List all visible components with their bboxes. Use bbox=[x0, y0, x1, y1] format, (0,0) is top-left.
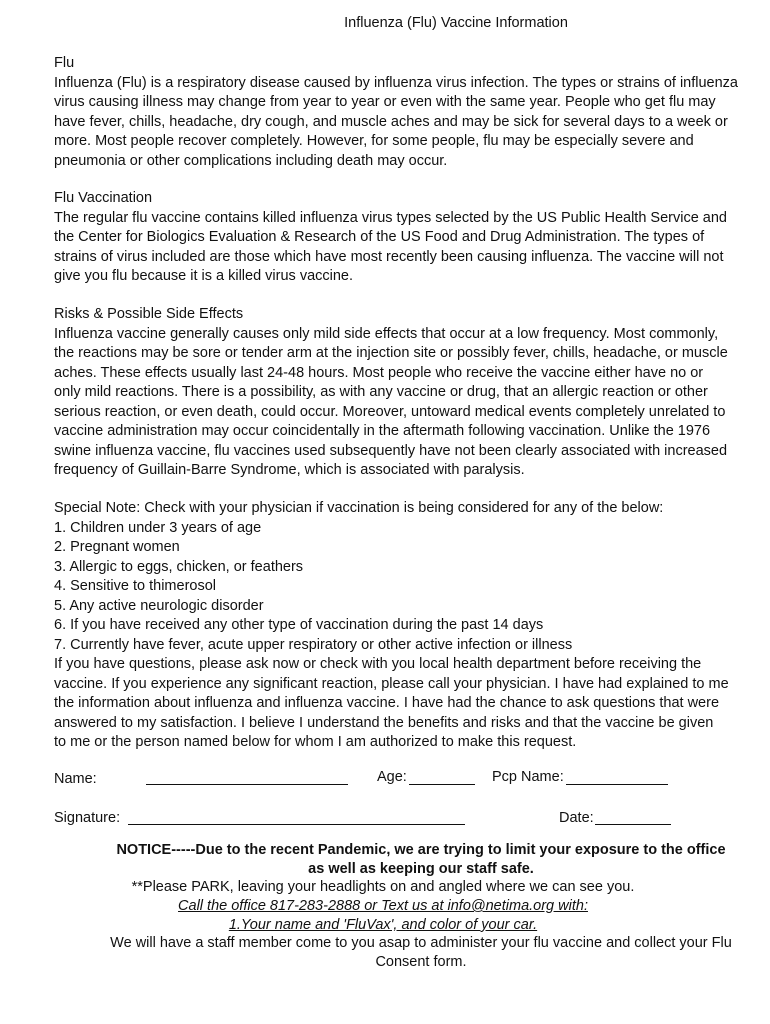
signature-row bbox=[54, 809, 770, 831]
signature-field[interactable] bbox=[128, 810, 465, 825]
consent-line: If you have questions, please ask now or check with you local health department before receiving the bbox=[54, 656, 702, 672]
flu-heading: Flu bbox=[54, 55, 75, 71]
flu-line: virus causing illness may change from year to year or even with the same year. People who get flu may bbox=[54, 94, 716, 110]
flu-line: Influenza (Flu) is a respiratory disease caused by influenza virus infection. The types or strains of influenza bbox=[54, 74, 738, 91]
special-note-item: 3. Allergic to eggs, chicken, or feathers bbox=[54, 558, 304, 575]
date-label: Date: bbox=[559, 810, 594, 826]
risks-line: only mild reactions. There is a possibility, as with any vaccine or drug, that an allergic reaction or other bbox=[54, 384, 708, 400]
notice-instructions bbox=[0, 878, 768, 935]
risks-line: vaccine administration may occur coincidentally in the aftermath following vaccination. Unlike the 1976 bbox=[54, 423, 711, 439]
risks-section bbox=[54, 305, 770, 481]
risks-line: Influenza vaccine generally causes only mild side effects that occur at a low frequency. Most commonly, bbox=[54, 325, 719, 342]
flu-line: pneumonia or other complications including death may occur. bbox=[54, 152, 448, 169]
flu-section bbox=[54, 54, 770, 171]
vaccination-line: give you flu because it is a killed virus vaccine. bbox=[54, 268, 354, 284]
notice-line: NOTICE-----Due to the recent Pandemic, we are trying to limit your exposure to the office bbox=[116, 842, 726, 858]
name-age-row bbox=[54, 770, 770, 792]
notice-line: as well as keeping our staff safe. bbox=[308, 861, 534, 877]
special-note-item: 6. If you have received any other type of vaccination during the past 14 days bbox=[54, 617, 544, 633]
special-note-item: 1. Children under 3 years of age bbox=[54, 519, 262, 536]
age-label: Age: bbox=[377, 769, 407, 785]
consent-line: vaccine. If you experience any significant reaction, please call your physician. I have had explained to me bbox=[54, 675, 729, 692]
special-note-item: 2. Pregnant women bbox=[54, 539, 180, 555]
vaccination-line: The regular flu vaccine contains killed influenza virus types selected by the US Public Health Service and bbox=[54, 209, 727, 226]
name-label: Name: bbox=[54, 771, 97, 787]
notice-closing bbox=[36, 934, 770, 972]
risks-line: swine influenza vaccine, flu vaccines used subsequently have not been clearly associated with increased bbox=[54, 442, 728, 459]
consent-line: the information about influenza and influenza vaccine. I have had the chance to ask questions that were bbox=[54, 695, 720, 711]
vaccination-heading: Flu Vaccination bbox=[54, 190, 153, 206]
flu-line: more. Most people recover completely. However, for some people, flu may be especially severe and bbox=[54, 133, 694, 149]
pcp-name-field[interactable] bbox=[566, 770, 668, 785]
consent-line: to me or the person named below for whom I am authorized to make this request. bbox=[54, 734, 577, 750]
special-note-item: 5. Any active neurologic disorder bbox=[54, 597, 264, 614]
document-title: Influenza (Flu) Vaccine Information bbox=[344, 15, 568, 31]
notice-line: We will have a staff member come to you asap to administer your flu vaccine and collect your Flu bbox=[110, 935, 732, 951]
risks-heading: Risks & Possible Side Effects bbox=[54, 306, 244, 322]
notice-contact-line[interactable]: Call the office 817-283-2888 or Text us at info@netima.org with: bbox=[178, 898, 588, 914]
risks-line: aches. These effects usually last 24-48 hours. Most people who receive the vaccine either have no or bbox=[54, 364, 704, 381]
notice-line: **Please PARK, leaving your headlights on and angled where we can see you. bbox=[131, 879, 635, 895]
special-note-item: 4. Sensitive to thimerosol bbox=[54, 578, 216, 594]
notice-line: Consent form. bbox=[375, 954, 467, 970]
pcp-name-label: Pcp Name: bbox=[492, 769, 564, 785]
age-field[interactable] bbox=[409, 770, 475, 785]
special-note-intro: Special Note: Check with your physician if vaccination is being considered for any of the below: bbox=[54, 500, 664, 516]
notice-block bbox=[36, 841, 770, 879]
risks-line: frequency of Guillain-Barre Syndrome, which is associated with paralysis. bbox=[54, 462, 525, 478]
special-note-section bbox=[54, 499, 770, 753]
name-field[interactable] bbox=[146, 770, 348, 785]
signature-label: Signature: bbox=[54, 810, 121, 826]
vaccination-section bbox=[54, 189, 770, 287]
consent-line: answered to my satisfaction. I believe I understand the benefits and risks and that the vaccine be given bbox=[54, 714, 714, 731]
notice-contact-line: 1.Your name and 'FluVax', and color of your car. bbox=[228, 917, 538, 933]
vaccination-line: the Center for Biologics Evaluation & Research of the US Food and Drug Administration. The types of bbox=[54, 229, 705, 245]
vaccination-line: strains of virus included are those which have most recently been causing influenza. The vaccine will not bbox=[54, 248, 724, 265]
risks-line: the reactions may be sore or tender arm at the injection site or possibly fever, chills, headache, or muscle bbox=[54, 345, 728, 361]
special-note-item: 7. Currently have fever, acute upper respiratory or other active infection or illness bbox=[54, 636, 573, 653]
risks-line: serious reaction, or even death, could occur. Moreover, untoward medical events completely unrelated to bbox=[54, 403, 726, 420]
flu-line: have fever, chills, headache, dry cough, and muscle aches and may be sick for several days to a week or bbox=[54, 113, 728, 130]
date-field[interactable] bbox=[595, 810, 671, 825]
